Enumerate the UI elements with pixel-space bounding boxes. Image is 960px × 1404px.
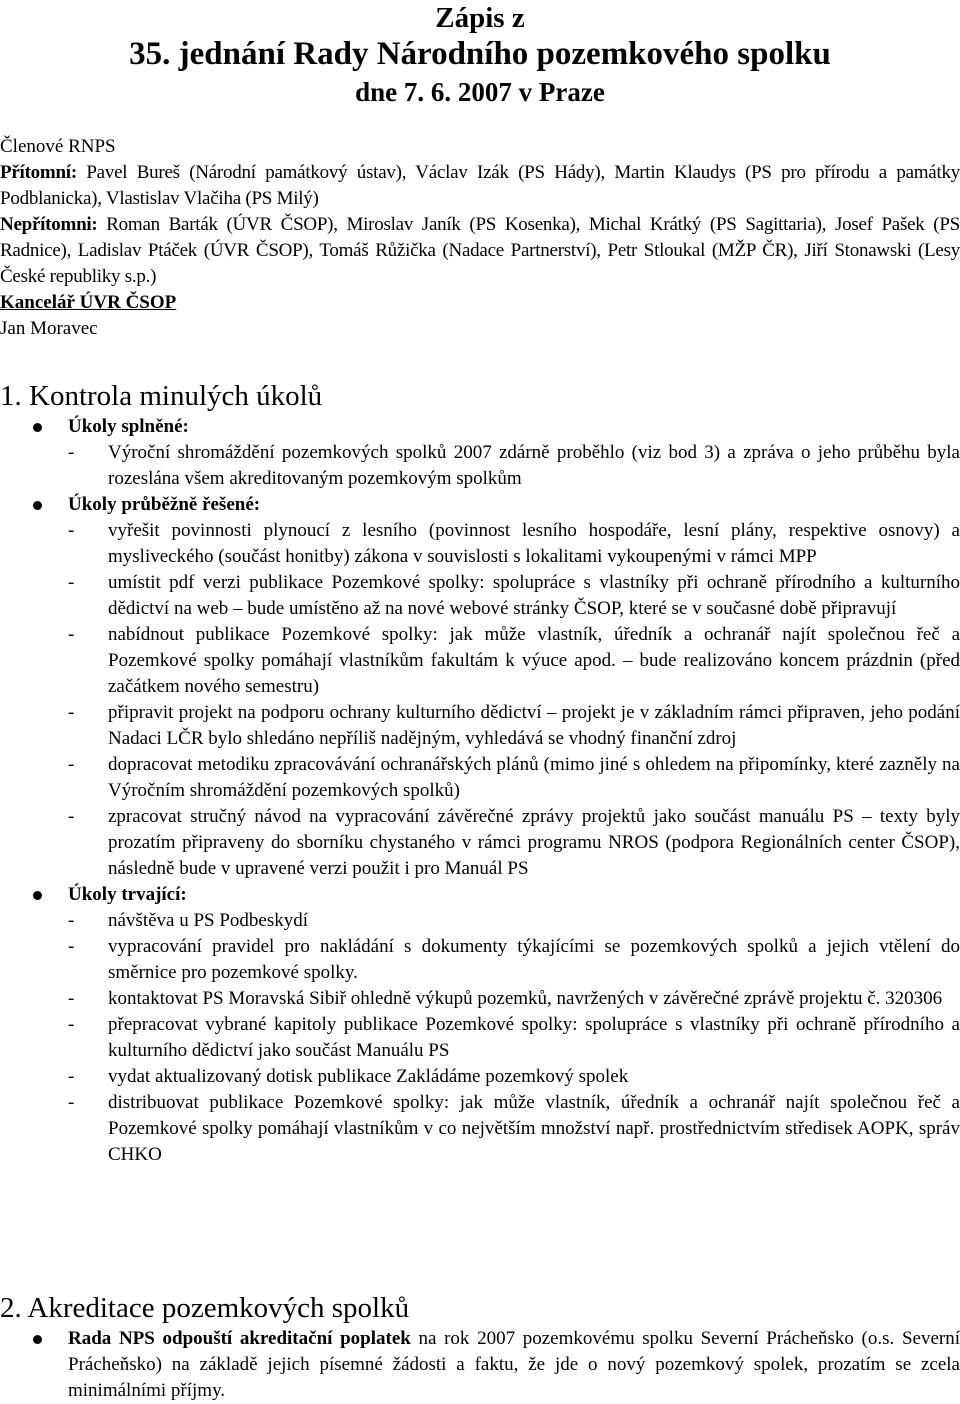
dash-marker: - (68, 1014, 75, 1035)
absent-label: Nepřítomni: (0, 214, 98, 235)
absent-paragraph (0, 212, 960, 290)
dash-marker: - (68, 520, 75, 541)
members-heading: Členové RNPS (0, 136, 116, 157)
list-item (0, 908, 960, 934)
dash-marker: - (68, 988, 75, 1009)
absent-text: Roman Barták (ÚVR ČSOP), Miroslav Janík (PS Kosenka), Michal Krátký (PS Sagittaria), Josef Pašek (PS Radnice), Ladislav Ptáček (ÚVR ČSOP), Tomáš Růžička (Nadace Partnerství), Petr Stloukal (MŽP ČR), Jiří Stonawski (Lesy České republiky s.p.) (0, 214, 960, 287)
list-item-text: vypracování pravidel pro nakládání s dokumenty týkajícími se pozemkových spolků a jejich vtělení do směrnice pro pozemkové spolky. (108, 936, 960, 983)
dash-marker: - (68, 910, 75, 931)
office-name: Jan Moravec (0, 318, 98, 339)
dash-marker: - (68, 1066, 75, 1087)
dash-marker: - (68, 1092, 75, 1113)
list-item-text: zpracovat stručný návod na vypracování závěrečné zprávy projektů jako součást manuálu PS – texty byly prozatím připraveny do sborníku chystaného v rámci programu NROS (podpora Regionálních center ČSOP), následně bude v upravené verzi použit i pro Manuál PS (108, 806, 960, 879)
list-item-text: Výroční shromáždění pozemkových spolků 2007 zdárně proběhlo (viz bod 3) a zpráva o jeho průběhu byla rozeslána všem akreditovaným pozemkovým spolkům (108, 442, 960, 489)
list-item-text: vyřešit povinnosti plynoucí z lesního (povinnost lesního hospodáře, lesní plány, respektive osnovy) a mysliveckého (součást honitby) zákona v souvislosti s lokalitami vykoupenými v rámci MPP (108, 520, 960, 567)
permanent-label: Úkoly trvající: (0, 882, 960, 908)
list-item (0, 804, 960, 882)
list-item-text: nabídnout publikace Pozemkové spolky: jak může vlastník, úředník a ochranář najít společnou řeč a Pozemkové spolky pomáhají vlastníkům fakultám k výuce apod. – bude realizováno koncem prázdnin (před začátkem nového semestru) (108, 624, 960, 697)
accreditation-lead: Rada NPS odpouští akreditační poplatek (68, 1328, 411, 1349)
title-line-3: dne 7. 6. 2007 v Praze (355, 77, 605, 107)
list-item-text: distribuovat publikace Pozemkové spolky: jak může vlastník, úředník a ochranář najít společnou řeč a Pozemkové spolky pomáhají vlastníkům v co největším množství např. prostřednictvím středisek AOPK, správ CHKO (108, 1092, 960, 1165)
list-item (0, 700, 960, 752)
list-item (0, 440, 960, 492)
list-item (0, 1012, 960, 1064)
accreditation-text: na rok 2007 pozemkovému spolku Severní Prácheňsko (o.s. Severní Prácheňsko) na základě jejich písemné žádosti a faktu, že jde o nový pozemkový spolek, prozatím se zcela minimálními příjmy. (68, 1328, 960, 1401)
dash-marker: - (68, 754, 75, 775)
dash-marker: - (68, 624, 75, 645)
done-label: Úkoly splněné: (0, 414, 960, 440)
dash-marker: - (68, 936, 75, 957)
list-item-text: přepracovat vybrané kapitoly publikace Pozemkové spolky: spolupráce s vlastníky při ochraně přírodního a kulturního dědictví jako součást Manuálu PS (108, 1014, 960, 1061)
dash-marker: - (68, 806, 75, 827)
members-section (0, 134, 960, 342)
section-2-body (0, 1326, 960, 1404)
title-line-2: 35. jednání Rady Národního pozemkového spolku (129, 36, 831, 72)
list-item-text: dopracovat metodiku zpracovávání ochranářských plánů (mimo jiné s ohledem na připomínky, které zazněly na Výročním shromáždění pozemkových spolků) (108, 754, 960, 801)
section-1-title: 1. Kontrola minulých úkolů (0, 380, 323, 412)
section-2-title: 2. Akreditace pozemkových spolků (0, 1292, 410, 1324)
list-item (0, 622, 960, 700)
list-item (0, 518, 960, 570)
dash-marker: - (68, 572, 75, 593)
list-item-text: návštěva u PS Podbeskydí (108, 910, 309, 931)
present-text: Pavel Bureš (Národní památkový ústav), Václav Izák (PS Hády), Martin Klaudys (PS pro přírodu a památky Podblanicka), Vlastislav Vlačiha (PS Milý) (0, 162, 960, 209)
list-item (0, 934, 960, 986)
present-label: Přítomní: (0, 162, 77, 183)
ongoing-label: Úkoly průběžně řešené: (0, 492, 960, 518)
present-paragraph (0, 160, 960, 212)
dash-marker: - (68, 702, 75, 723)
list-item-text: vydat aktualizovaný dotisk publikace Zakládáme pozemkový spolek (108, 1066, 629, 1087)
list-item-text: připravit projekt na podporu ochrany kulturního dědictví – projekt je v základním rámci připraven, jeho podání Nadaci LČR bylo shledáno nepříliš nadějným, vyhledává se vhodný finanční zdroj (108, 702, 960, 749)
office-heading (0, 290, 960, 316)
list-item (0, 1090, 960, 1168)
accreditation-paragraph (0, 1326, 960, 1404)
list-item (0, 570, 960, 622)
dash-marker: - (68, 442, 75, 463)
list-item (0, 1064, 960, 1090)
title-line-1: Zápis z (435, 2, 525, 34)
list-item (0, 752, 960, 804)
office-label: Kancelář ÚVR ČSOP (0, 292, 177, 313)
list-item-text: umístit pdf verzi publikace Pozemkové spolky: spolupráce s vlastníky při ochraně přírodního a kulturního dědictví na web – bude umístěno až na nové webové stránky ČSOP, které se v současné době připravují (108, 572, 960, 619)
list-item-text: kontaktovat PS Moravská Sibiř ohledně výkupů pozemků, navržených v závěrečné zprávě projektu č. 320306 (108, 988, 943, 1009)
list-item (0, 986, 960, 1012)
section-1-body (0, 414, 960, 1168)
